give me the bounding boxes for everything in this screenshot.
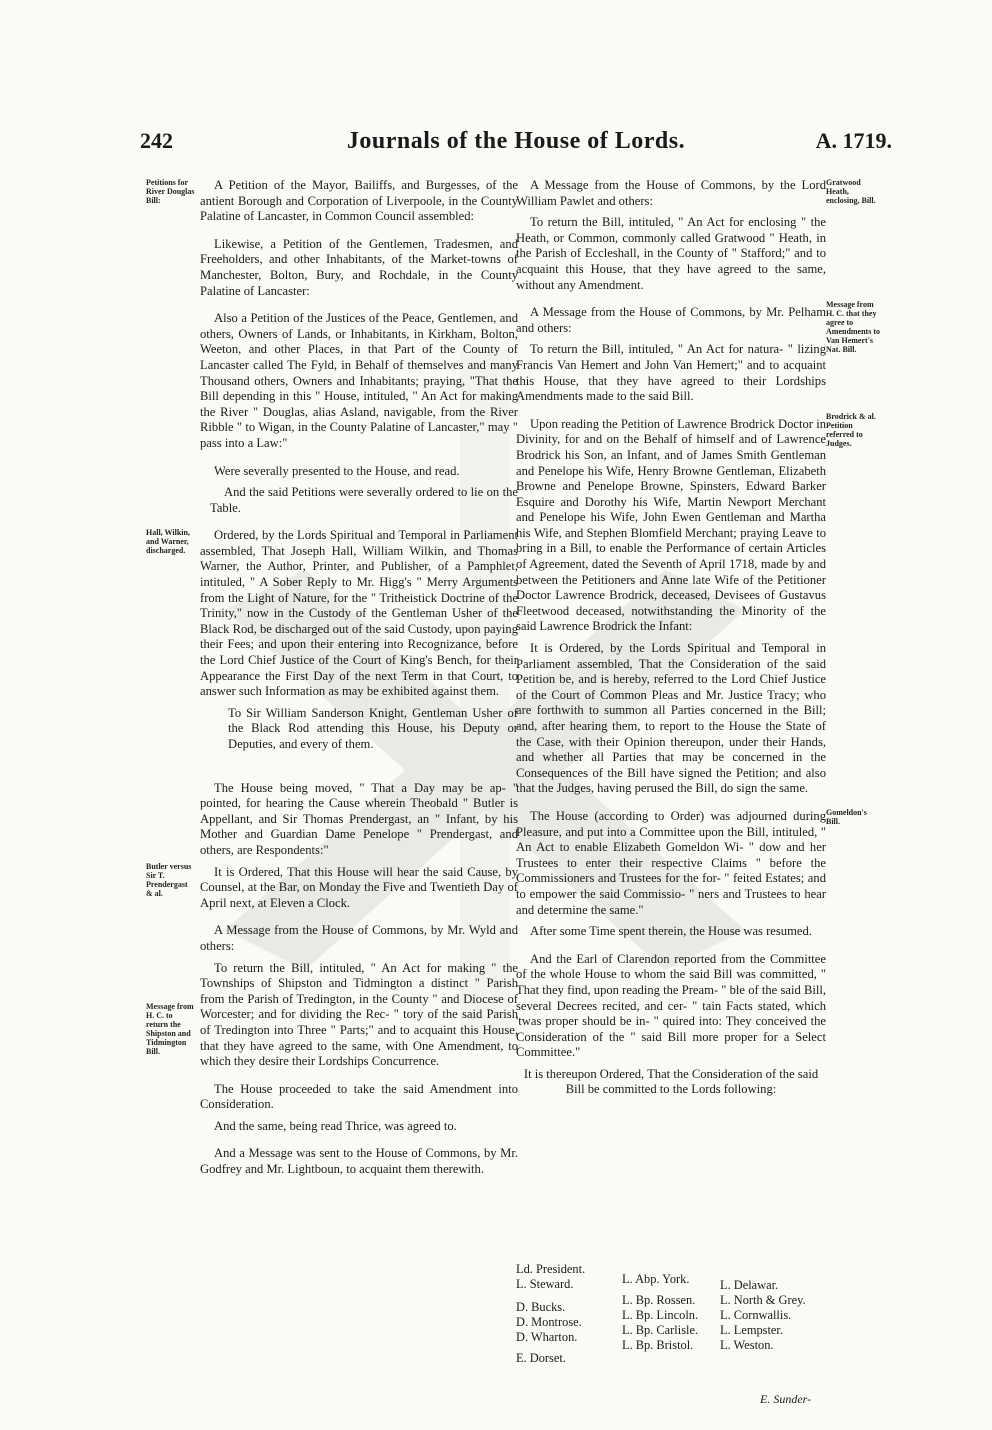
lord-entry: L. Abp. York. <box>622 1272 690 1286</box>
lords-list-column-2 <box>622 1272 698 1353</box>
paragraph: The House proceeded to take the said Amendment into Consideration. <box>200 1081 518 1112</box>
paragraph: Were severally presented to the House, and read. <box>214 463 460 478</box>
paragraph: And the Earl of Clarendon reported from the Committee of the whole House to whom the said Bill was committed, " That they find, upon reading the Pream- " ble of the said Bill, several Decrees recited, and cer- " tain Facts stated, which 'twas proper should be in- " quired into: They conceived the Consideration of the " said Bill more proper for a Select Committee." <box>516 951 826 1060</box>
paragraph: A Message from the House of Commons, by the Lord William Pawlet and others: <box>516 178 826 208</box>
lords-list-column-3 <box>720 1278 806 1353</box>
lord-entry: D. Montrose. <box>516 1315 582 1329</box>
margin-note: Petitions for River Douglas Bill: <box>146 178 195 205</box>
lord-entry: L. Cornwallis. <box>720 1308 792 1322</box>
lord-entry: Ld. President. <box>516 1262 586 1276</box>
lord-entry-spacer <box>516 1292 585 1300</box>
paragraph: To return the Bill, intituled, " An Act for natura- " lizing Francis Van Hemert and John Van Hemert;" and to acquaint this House, that they have agreed to their Lordships Amendments made to the said Bill. <box>516 342 826 404</box>
address-block: To Sir William Sanderson Knight, Gentleman Usher of the Black Rod attending this House, his Deputy or Deputies, and every of them. <box>228 705 518 751</box>
lord-entry: L. Bp. Rossen. <box>622 1293 696 1307</box>
margin-note: Butler versus Sir T. Prendergast & al. <box>146 862 192 898</box>
paragraph: Likewise, a Petition of the Gentlemen, Tradesmen, and Freeholders, and other Inhabitants, of the Market-towns of Manchester, Bolton, Bury, and Rochdale, in the County Palatine of Lancaster: <box>200 236 518 298</box>
paragraph: Upon reading the Petition of Lawrence Brodrick Doctor in Divinity, for and on the Behalf of himself and of Lawrence Brodrick his Son, an Infant, and of James Smith Gentleman and Penelope his Wife, Henry Browne Gentleman, Elizabeth Browne and Penelope Browne, Spinsters, Edward Barker Esquire and Dorothy his Wife, Martin Newport Merchant and Penelope his Wife, John Ewen Gentleman and Martha his Wife, and Stephen Blomfield Merchant; praying Leave to bring in a Bill, to enable the Performance of certain Articles of Agreement, dated the Seventh of April 1718, made by and between the Petitioners and Anne late Wife of the Petitioner Doctor Lawrence Brodrick, deceased, Devisees of Gustavus Fleetwood deceased, notwithstanding the Minority of the said Lawrence Brodrick the Infant: <box>516 416 826 634</box>
catchword: E. Sunder- <box>760 1392 812 1406</box>
paragraph: A Petition of the Mayor, Bailiffs, and Burgesses, of the antient Borough and Corporation of Liverpoole, in the County Palatine of Lancaster, in Common Council assembled: <box>200 178 518 224</box>
margin-note: Gomeldon's Bill. <box>826 808 867 826</box>
lord-entry: E. Dorset. <box>516 1351 566 1365</box>
lord-entry: D. Bucks. <box>516 1300 566 1314</box>
paragraph: And the said Petitions were severally ordered to lie on the Table. <box>210 485 518 515</box>
paragraph: It is Ordered, by the Lords Spiritual and Temporal in Parliament assembled, That the Consideration of the said Petition be, and is hereby, referred to the Lord Chief Justice of the Court of Common Pleas and Mr. Justice Tracy; who are forthwith to summon all Parties concerned in the Bill; and, after hearing them, to report to the House the State of the Case, with their Opinion thereupon, under their Hands, and whether all Parties that may be concerned in the Consequences of the Bill have signed the Petition; and also that the Judges, having perused the Bill, do sign the same. <box>516 641 826 796</box>
paragraph: It is thereupon Ordered, That the Consideration of the said Bill be committed to the Lords following: <box>523 1066 819 1097</box>
paragraph: It is Ordered, That this House will hear the said Cause, by Counsel, at the Bar, on Monday the Five and Twentieth Day of April next, at Eleven a Clock. <box>200 864 518 910</box>
page-header <box>140 128 892 168</box>
paragraph: And a Message was sent to the House of Commons, by Mr. Godfrey and Mr. Lightboun, to acquaint them therewith. <box>200 1146 518 1177</box>
paragraph: Ordered, by the Lords Spiritual and Temporal in Parliament assembled, That Joseph Hall, William Wilkin, and Thomas Warner, the Author, Printer, and Publisher, of a Pamphlet, intituled, " A Sober Reply to Mr. Higg's " Merry Arguments from the Light of Nature, for the " Tritheistick Doctrine of the Trinity," now in the Custody of the Gentleman Usher of the Black Rod, be discharged out of the said Custody, upon paying their Fees; and upon their entering into Recognizance, before the Lord Chief Justice of the Court of King's Bench, for their Appearance the First Day of the next Term in that Court, to answer such Information as may be exhibited against them. <box>200 528 518 699</box>
paragraph: To return the Bill, intituled, " An Act for enclosing " the Heath, or Common, commonly called Gratwood " Heath, in the Parish of Eccleshall, in the County of " Stafford;" and to acquaint this House, that they have agreed to the same, without any Amendment. <box>516 215 826 292</box>
margin-note: Message from H. C. that they agree to Amendments to Van Hemert's Nat. Bill. <box>826 300 880 354</box>
lord-entry: L. Weston. <box>720 1338 774 1352</box>
paragraph: A Message from the House of Commons, by Mr. Wyld and others: <box>200 923 518 953</box>
paragraph: And the same, being read Thrice, was agreed to. <box>214 1118 457 1133</box>
lord-entry: L. Bp. Bristol. <box>622 1338 694 1352</box>
year-label: A. 1719. <box>815 128 892 153</box>
margin-note: Hall, Wilkin, and Warner, discharged. <box>146 528 190 555</box>
lord-entry: L. Bp. Carlisle. <box>622 1323 699 1337</box>
left-column <box>200 178 518 1184</box>
paragraph: To return the Bill, intituled, " An Act for making " the Townships of Shipston and Tidmington a distinct " Parish from the Parish of Tredington, in the County " and Diocese of Worcester; and for dividing the Rec- " tory of the said Parish of Tredington into Three " Parts;" and to acquaint this House, that they have agreed to the same, with One Amendment, to which they desire their Lordships Concurrence. <box>200 960 518 1069</box>
paragraph: After some Time spent therein, the House was resumed. <box>530 924 812 939</box>
lord-entry: L. Lempster. <box>720 1323 783 1337</box>
paragraph: The House being moved, " That a Day may be ap- " pointed, for hearing the Cause wherein Theobald " Butler is Appellant, and Sir Thomas Prendergast, an " Infant, by his Mother and Guardian Dame Penelope " Prendergast, and others, are Respondents:" <box>200 780 518 857</box>
paragraph: A Message from the House of Commons, by Mr. Pelham and others: <box>516 305 826 335</box>
lord-entry: L. Bp. Lincoln. <box>622 1308 699 1322</box>
lord-entry: D. Wharton. <box>516 1330 578 1344</box>
running-head: Journals of the House of Lords. <box>346 128 686 154</box>
lords-list-column-1 <box>516 1262 585 1366</box>
lord-entry: L. North & Grey. <box>720 1293 806 1307</box>
margin-note: Gratwood Heath, enclosing, Bill. <box>826 178 876 205</box>
paragraph: Also a Petition of the Justices of the Peace, Gentlemen, and others, Owners of Lands, or Inhabitants, in Kirkham, Bolton, Weeton, and other Places, in that Part of the County of Lancaster called The Fyld, in Behalf of themselves and many Thousand others, Owners and Inhabitants; praying, "That the Bill depending in this " House, intituled, " An Act for making the River " Douglas, alias Asland, navigable, from the River Ribble " to Wigan, in the County Palatine of Lancaster," may " pass into a Law:" <box>200 311 518 450</box>
page-number: 242 <box>140 128 173 153</box>
paragraph: The House (according to Order) was adjourned during Pleasure, and put into a Committee upon the Bill, intituled, " An Act to enable Elizabeth Gomeldon Wi- " dow and her Trustees to enter their respective Claims " before the Commissioners and Trustees for the for- " feited Estates; and to empower the said Commissio- " ners and Trustees to hear and determine the same." <box>516 808 826 917</box>
right-column <box>516 178 826 1104</box>
margin-note: Brodrick & al. Petition referred to Judges. <box>826 412 876 448</box>
lord-entry: L. Delawar. <box>720 1278 779 1292</box>
lord-entry: L. Steward. <box>516 1277 574 1291</box>
margin-note: Message from H. C. to return the Shipston and Tidmington Bill. <box>146 1002 194 1056</box>
